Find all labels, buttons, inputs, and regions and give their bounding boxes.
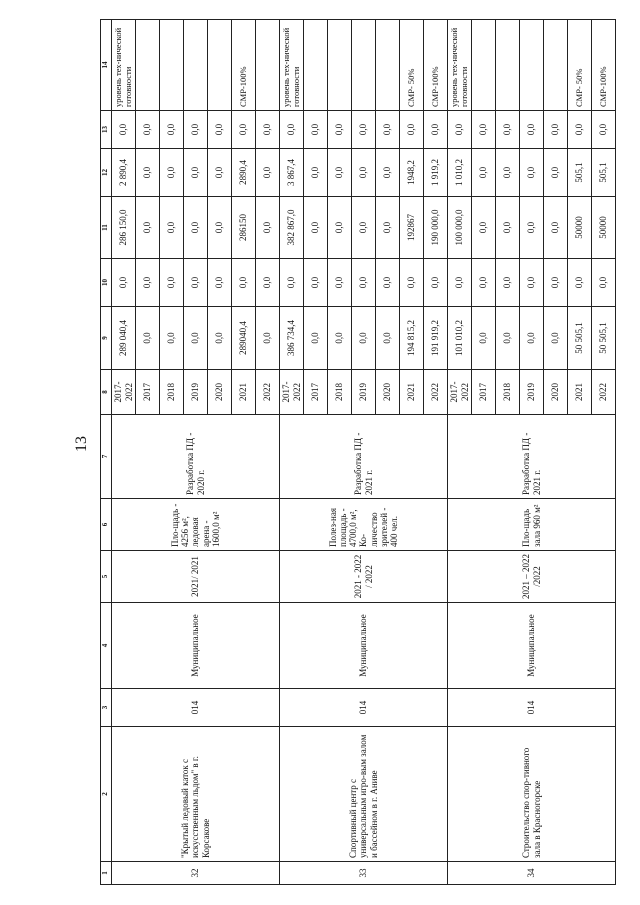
project-capacity: Пло-щадь зала 960 м² <box>448 499 616 551</box>
col12-value-cell: 0,0 <box>520 149 544 197</box>
total-cost-cell: 289040,4 <box>232 307 256 370</box>
year-cell: 2018 <box>496 370 520 415</box>
year-cell: 2022 <box>424 370 448 415</box>
col10-value-cell: 0,0 <box>568 259 592 307</box>
total-cost-cell: 191 919,2 <box>424 307 448 370</box>
project-documentation: Разработка ПД - 2021 г. <box>280 415 448 499</box>
column-number-header: 10 <box>101 259 112 307</box>
col12-value-cell: 505,1 <box>568 149 592 197</box>
col10-value-cell: 0,0 <box>424 259 448 307</box>
col10-value-cell: 0,0 <box>328 259 352 307</box>
col12-value-cell: 0,0 <box>208 149 232 197</box>
col10-value-cell: 0,0 <box>400 259 424 307</box>
column-number-header: 5 <box>101 551 112 603</box>
total-cost-cell: 0,0 <box>136 307 160 370</box>
col13-value-cell: 0,0 <box>424 111 448 149</box>
year-cell: 2020 <box>376 370 400 415</box>
col12-value-cell: 0,0 <box>184 149 208 197</box>
column-number-header: 8 <box>101 370 112 415</box>
project-code: 014 <box>112 689 280 727</box>
project-name: "Крытый ледовый каток с искусственным льдом" в г. Корсакове <box>112 727 280 862</box>
total-cost-cell: 0,0 <box>352 307 376 370</box>
total-cost-cell: 289 040,4 <box>112 307 136 370</box>
readiness-note-cell: уровень тех-нической готовности <box>448 20 472 111</box>
table-row <box>112 20 136 885</box>
readiness-note-cell: СМР- 50% <box>400 20 424 111</box>
readiness-note-cell: СМР- 50% <box>568 20 592 111</box>
column-number-header: 3 <box>101 689 112 727</box>
col13-value-cell: 0,0 <box>280 111 304 149</box>
readiness-note-cell <box>208 20 232 111</box>
col10-value-cell: 0,0 <box>496 259 520 307</box>
year-cell: 2020 <box>208 370 232 415</box>
col12-value-cell: 2890,4 <box>232 149 256 197</box>
col13-value-cell: 0,0 <box>112 111 136 149</box>
col12-value-cell: 0,0 <box>160 149 184 197</box>
column-number-header: 1 <box>101 862 112 885</box>
project-documentation: Разработка ПД - 2020 г. <box>112 415 280 499</box>
col13-value-cell: 0,0 <box>328 111 352 149</box>
total-cost-cell: 50 505,1 <box>592 307 616 370</box>
col10-value-cell: 0,0 <box>352 259 376 307</box>
column-number-header: 12 <box>101 149 112 197</box>
year-cell: 2021 <box>232 370 256 415</box>
project-number: 34 <box>448 862 616 885</box>
column-number-header: 14 <box>101 20 112 111</box>
col11-value-cell: 100 000,0 <box>448 197 472 259</box>
col10-value-cell: 0,0 <box>232 259 256 307</box>
col11-value-cell: 0,0 <box>328 197 352 259</box>
col10-value-cell: 0,0 <box>208 259 232 307</box>
col11-value-cell: 0,0 <box>496 197 520 259</box>
readiness-note-cell <box>520 20 544 111</box>
col12-value-cell: 1 010,2 <box>448 149 472 197</box>
col11-value-cell: 0,0 <box>472 197 496 259</box>
year-cell: 2017-2022 <box>448 370 472 415</box>
total-cost-cell: 0,0 <box>328 307 352 370</box>
col10-value-cell: 0,0 <box>592 259 616 307</box>
col13-value-cell: 0,0 <box>304 111 328 149</box>
project-name: Строительство спор-тивного зала в Красногорске <box>448 727 616 862</box>
column-number-header: 7 <box>101 415 112 499</box>
column-number-header: 4 <box>101 603 112 689</box>
total-cost-cell: 0,0 <box>496 307 520 370</box>
col10-value-cell: 0,0 <box>112 259 136 307</box>
year-cell: 2017 <box>304 370 328 415</box>
column-number-header: 13 <box>101 111 112 149</box>
col13-value-cell: 0,0 <box>208 111 232 149</box>
readiness-note-cell <box>160 20 184 111</box>
header-row <box>101 20 112 885</box>
year-cell: 2019 <box>352 370 376 415</box>
total-cost-cell: 101 010,2 <box>448 307 472 370</box>
total-cost-cell: 50 505,1 <box>568 307 592 370</box>
col10-value-cell: 0,0 <box>376 259 400 307</box>
year-cell: 2017-2022 <box>280 370 304 415</box>
total-cost-cell: 0,0 <box>472 307 496 370</box>
project-name: Спортивный центр с универсальным игро-вым залом и бассейном в г. Аниве <box>280 727 448 862</box>
col11-value-cell: 382 867,0 <box>280 197 304 259</box>
col13-value-cell: 0,0 <box>496 111 520 149</box>
total-cost-cell: 194 815,2 <box>400 307 424 370</box>
readiness-note-cell <box>496 20 520 111</box>
col10-value-cell: 0,0 <box>304 259 328 307</box>
col13-value-cell: 0,0 <box>352 111 376 149</box>
col11-value-cell: 0,0 <box>376 197 400 259</box>
readiness-note-cell: СМР-100% <box>424 20 448 111</box>
project-number: 33 <box>280 862 448 885</box>
readiness-note-cell <box>184 20 208 111</box>
col10-value-cell: 0,0 <box>136 259 160 307</box>
col11-value-cell: 0,0 <box>544 197 568 259</box>
col11-value-cell: 50000 <box>592 197 616 259</box>
col13-value-cell: 0,0 <box>400 111 424 149</box>
col11-value-cell: 0,0 <box>136 197 160 259</box>
project-documentation: Разработка ПД - 2021 г. <box>448 415 616 499</box>
col11-value-cell: 0,0 <box>304 197 328 259</box>
col12-value-cell: 0,0 <box>328 149 352 197</box>
year-cell: 2017 <box>472 370 496 415</box>
col13-value-cell: 0,0 <box>472 111 496 149</box>
year-cell: 2021 <box>568 370 592 415</box>
project-period: 2021 - 2022 / 2022 <box>280 551 448 603</box>
readiness-note-cell <box>376 20 400 111</box>
total-cost-cell: 386 734,4 <box>280 307 304 370</box>
project-capacity: Пло-щадь - 4256 м², ледовая арена - 1600,0 м² <box>112 499 280 551</box>
project-period: 2021/ 2021 <box>112 551 280 603</box>
col10-value-cell: 0,0 <box>280 259 304 307</box>
column-number-header: 6 <box>101 499 112 551</box>
col10-value-cell: 0,0 <box>448 259 472 307</box>
col11-value-cell: 0,0 <box>352 197 376 259</box>
total-cost-cell: 0,0 <box>376 307 400 370</box>
project-ownership: Муниципальное <box>112 603 280 689</box>
readiness-note-cell <box>304 20 328 111</box>
col10-value-cell: 0,0 <box>184 259 208 307</box>
col13-value-cell: 0,0 <box>136 111 160 149</box>
project-ownership: Муниципальное <box>448 603 616 689</box>
col12-value-cell: 505,1 <box>592 149 616 197</box>
col13-value-cell: 0,0 <box>376 111 400 149</box>
col10-value-cell: 0,0 <box>472 259 496 307</box>
col11-value-cell: 0,0 <box>184 197 208 259</box>
readiness-note-cell <box>472 20 496 111</box>
col12-value-cell: 0,0 <box>352 149 376 197</box>
col11-value-cell: 0,0 <box>208 197 232 259</box>
col10-value-cell: 0,0 <box>160 259 184 307</box>
project-capacity: Полез-ная площадь - 4700,0 м², Ко-личество зрителей - 400 чел. <box>280 499 448 551</box>
year-cell: 2022 <box>592 370 616 415</box>
year-cell: 2022 <box>256 370 280 415</box>
table-row <box>448 20 472 885</box>
year-cell: 2020 <box>544 370 568 415</box>
col13-value-cell: 0,0 <box>568 111 592 149</box>
readiness-note-cell: СМР-100% <box>592 20 616 111</box>
page-number: 13 <box>73 436 90 452</box>
col11-value-cell: 0,0 <box>160 197 184 259</box>
col12-value-cell: 0,0 <box>304 149 328 197</box>
col13-value-cell: 0,0 <box>544 111 568 149</box>
year-cell: 2021 <box>400 370 424 415</box>
col12-value-cell: 0,0 <box>376 149 400 197</box>
col11-value-cell: 0,0 <box>520 197 544 259</box>
col12-value-cell: 0,0 <box>136 149 160 197</box>
col11-value-cell: 286 150,0 <box>112 197 136 259</box>
readiness-note-cell <box>352 20 376 111</box>
table-body <box>101 20 616 885</box>
rotated-table-wrapper <box>100 20 609 885</box>
project-period: 2021 – 2022 /2022 <box>448 551 616 603</box>
total-cost-cell: 0,0 <box>184 307 208 370</box>
year-cell: 2019 <box>184 370 208 415</box>
col10-value-cell: 0,0 <box>520 259 544 307</box>
col13-value-cell: 0,0 <box>448 111 472 149</box>
col12-value-cell: 1948,2 <box>400 149 424 197</box>
readiness-note-cell <box>328 20 352 111</box>
readiness-note-cell: уровень тех-нической готовности <box>112 20 136 111</box>
year-cell: 2018 <box>328 370 352 415</box>
readiness-note-cell: СМР-100% <box>232 20 256 111</box>
col13-value-cell: 0,0 <box>160 111 184 149</box>
year-cell: 2018 <box>160 370 184 415</box>
col11-value-cell: 50000 <box>568 197 592 259</box>
col10-value-cell: 0,0 <box>256 259 280 307</box>
total-cost-cell: 0,0 <box>520 307 544 370</box>
readiness-note-cell <box>136 20 160 111</box>
total-cost-cell: 0,0 <box>304 307 328 370</box>
col12-value-cell: 1 919,2 <box>424 149 448 197</box>
project-ownership: Муниципальное <box>280 603 448 689</box>
col10-value-cell: 0,0 <box>544 259 568 307</box>
col13-value-cell: 0,0 <box>520 111 544 149</box>
readiness-note-cell: уровень тех-нической готовности <box>280 20 304 111</box>
col12-value-cell: 0,0 <box>472 149 496 197</box>
table-row <box>280 20 304 885</box>
col12-value-cell: 2 890,4 <box>112 149 136 197</box>
year-cell: 2017-2022 <box>112 370 136 415</box>
column-number-header: 11 <box>101 197 112 259</box>
investment-projects-table <box>100 19 616 885</box>
column-number-header: 2 <box>101 727 112 862</box>
total-cost-cell: 0,0 <box>208 307 232 370</box>
col11-value-cell: 190 000,0 <box>424 197 448 259</box>
col13-value-cell: 0,0 <box>232 111 256 149</box>
total-cost-cell: 0,0 <box>160 307 184 370</box>
total-cost-cell: 0,0 <box>256 307 280 370</box>
project-code: 014 <box>448 689 616 727</box>
col12-value-cell: 0,0 <box>544 149 568 197</box>
col12-value-cell: 0,0 <box>256 149 280 197</box>
year-cell: 2019 <box>520 370 544 415</box>
total-cost-cell: 0,0 <box>544 307 568 370</box>
column-number-header: 9 <box>101 307 112 370</box>
col13-value-cell: 0,0 <box>592 111 616 149</box>
col13-value-cell: 0,0 <box>256 111 280 149</box>
readiness-note-cell <box>256 20 280 111</box>
col11-value-cell: 0,0 <box>256 197 280 259</box>
readiness-note-cell <box>544 20 568 111</box>
col12-value-cell: 3 867,4 <box>280 149 304 197</box>
project-number: 32 <box>112 862 280 885</box>
col13-value-cell: 0,0 <box>184 111 208 149</box>
col12-value-cell: 0,0 <box>496 149 520 197</box>
year-cell: 2017 <box>136 370 160 415</box>
project-code: 014 <box>280 689 448 727</box>
col11-value-cell: 286150 <box>232 197 256 259</box>
col11-value-cell: 192867 <box>400 197 424 259</box>
